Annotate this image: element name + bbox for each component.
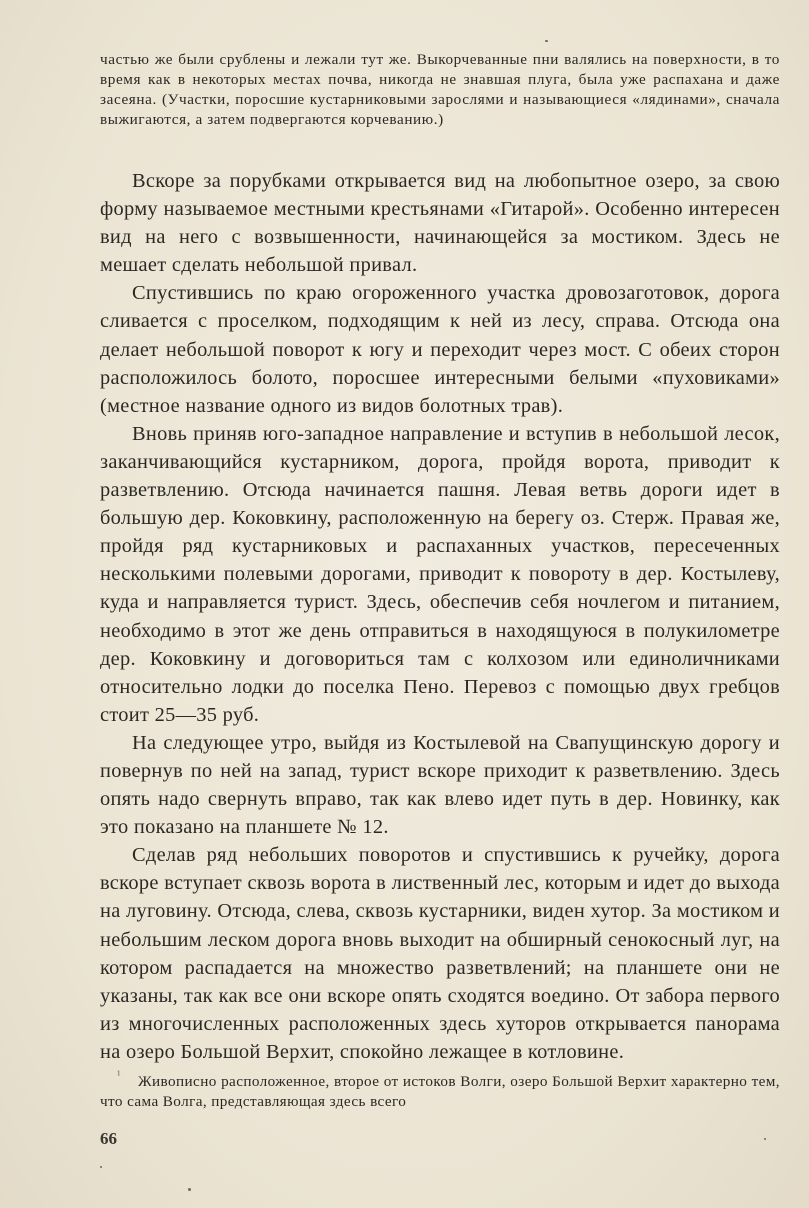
continued-paragraph [100,50,780,130]
paragraph-next-morning: На следующее утро, выйдя из Костылевой на Свапущинскую дорогу и повернув по ней на запад, турист вскоре приходит к разветвлению. Здесь опять надо свернуть вправо, так как влево идет путь в дер. Новинку, как это показано на планшете № 12. [100,731,780,839]
footnote-text: Живописно расположенное, второе от истоков Волги, озеро Большой Верхит характерно тем, что сама Волга, представляющая здесь всего [100,1073,780,1110]
print-speck [764,1138,766,1140]
print-speck [545,40,548,42]
main-text [100,167,780,1066]
paragraph-guitar-lake: Вскоре за порубками открывается вид на любопытное озеро, за свою форму называемое местными крестьянами «Гитарой». Особенно интересен вид на него с возвышенности, начинающейся за мостиком. Здесь не мешает сделать небольшой привал. [100,170,780,277]
paragraph-bridge-swamp: Спустившись по краю огороженного участка дровозаготовок, дорога сливается с проселком, подходящим к ней из лесу, справа. Отсюда она делает небольшой поворот к югу и переходит через мост. С обеих сторон расположилось болото, поросшее интересными белыми «пуховиками» (местное название одного из видов болотных трав). [100,282,780,417]
top-paragraph: частью же были срублены и лежали тут же. Выкорчеванные пни валялись на поверхности, в то время как в некоторых местах почва, никогда не знавшая плуга, была уже распахана и даже засеяна. (Участки, поросшие кустарниковыми зарослями и называющиеся «лядинами», сначала выжигаются, а затем подвергаются корчеванию.) [100,51,780,128]
footnote [100,1072,780,1112]
paragraph-lake-verkhit: Сделав ряд небольших поворотов и спустившись к ручейку, дорога вскоре вступает сквозь ворота в лиственный лес, которым и идет до выхода на луговину. Отсюда, слева, сквозь кустарники, виден хутор. За мостиком и небольшим леском дорога вновь выходит на обширный сенокосный луг, на котором распадается на множество разветвлений; на планшете они не указаны, так как все они вскоре опять сходятся воедино. От забора первого из многочисленных расположенных здесь хуторов открывается панорама на озеро Большой Верхит, спокойно лежащее в котловине. [100,844,780,1063]
print-speck [100,1166,102,1168]
print-speck [188,1188,191,1191]
paragraph-kostyleva: Вновь приняв юго-западное направление и вступив в небольшой лесок, заканчивающийся кустарником, дорога, пройдя ворота, приводит к разветвлению. Отсюда начинается пашня. Левая ветвь дороги идет в большую дер. Коковкину, расположенную на берегу оз. Стерж. Правая же, пройдя ряд кустарниковых и распаханных участков, пересеченных несколькими полевыми дорогами, приводит к повороту в дер. Костылеву, куда и направляется турист. Здесь, обеспечив себя ночлегом и питанием, необходимо в этот же день отправиться в находящуюся в полукилометре дер. Коковкину и договориться там с колхозом или единоличниками относительно лодки до поселка Пено. Перевоз с помощью двух гребцов стоит 25—35 руб. [100,422,780,726]
footnote-marker: ¹ [117,1068,121,1082]
page-number: 66 [100,1129,117,1148]
